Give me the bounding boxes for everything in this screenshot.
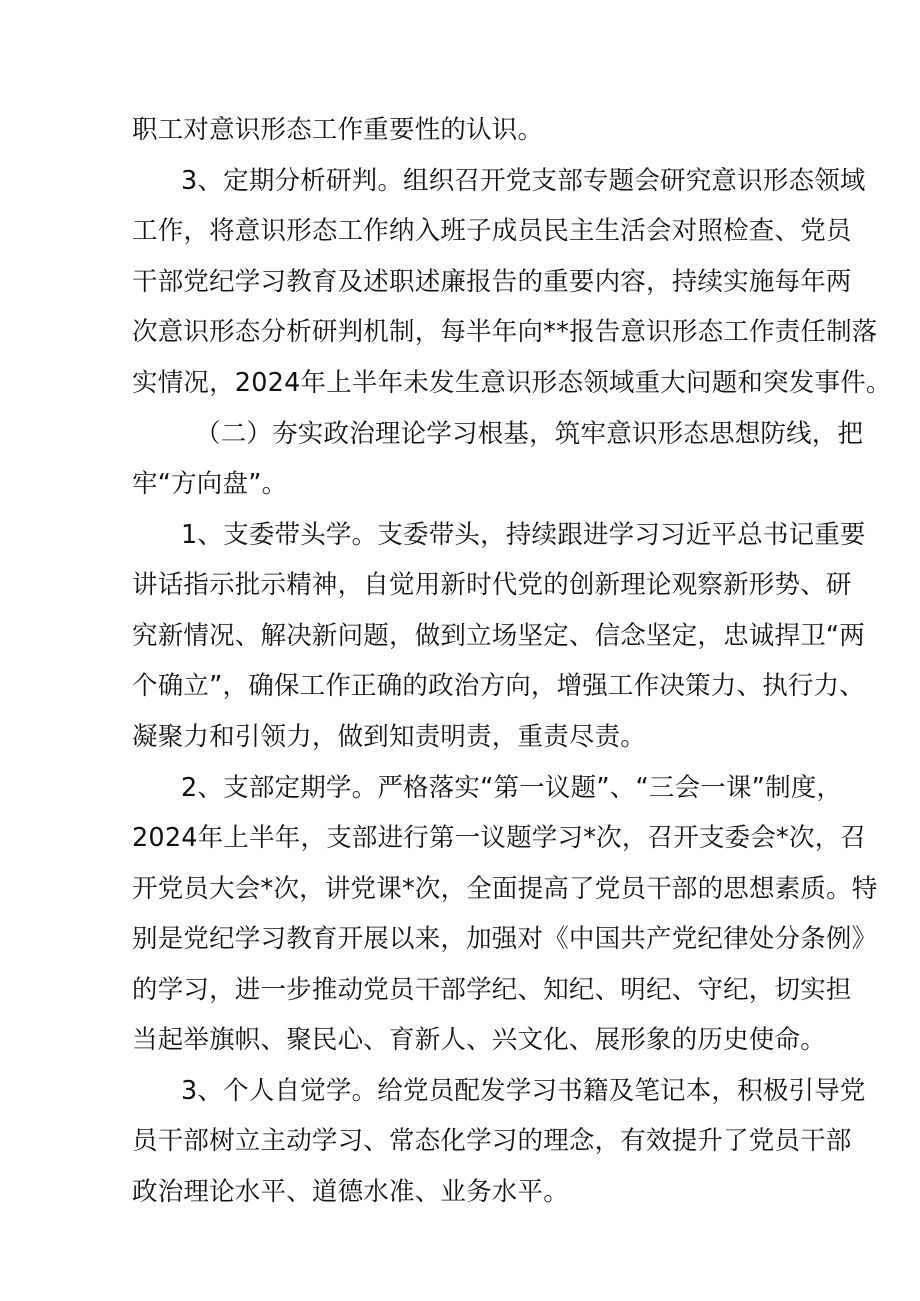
paragraph-line: 员干部树立主动学习、常态化学习的理念，有效提升了党员干部 bbox=[132, 1126, 852, 1156]
paragraph-line: 2、支部定期学。严格落实“第一议题”、“三会一课”制度， bbox=[181, 773, 843, 803]
paragraph-line: 个确立”，确保工作正确的政治方向，增强工作决策力、执行力、 bbox=[132, 671, 866, 701]
paragraph-line: 2024年上半年，支部进行第一议题学习*次，召开支委会*次，召 bbox=[132, 823, 867, 853]
paragraph-line: 的学习，进一步推动党员干部学纪、知纪、明纪、守纪，切实担 bbox=[132, 975, 852, 1005]
paragraph-line: 开党员大会*次，讲党课*次，全面提高了党员干部的思想素质。特 bbox=[132, 874, 878, 904]
paragraph-line: 究新情况、解决新问题，做到立场坚定、信念坚定，忠诚捍卫“两 bbox=[132, 621, 866, 651]
paragraph-line: 工作，将意识形态工作纳入班子成员民主生活会对照检查、党员 bbox=[132, 216, 852, 246]
paragraph-line: 职工对意识形态工作重要性的认识。 bbox=[132, 115, 544, 145]
paragraph-line: 3、个人自觉学。给党员配发学习书籍及笔记本，积极引导党 bbox=[181, 1076, 866, 1106]
paragraph-line: 当起举旗帜、聚民心、育新人、兴文化、展形象的历史使命。 bbox=[132, 1025, 826, 1055]
paragraph-line: 政治理论水平、道德水准、业务水平。 bbox=[132, 1177, 569, 1207]
paragraph-line: 实情况，2024年上半年未发生意识形态领域重大问题和突发事件。 bbox=[132, 368, 892, 398]
section-heading-line: 牢“方向盘”。 bbox=[132, 469, 288, 499]
paragraph-line: 别是党纪学习教育开展以来，加强对《中国共产党纪律处分条例》 bbox=[132, 924, 878, 954]
paragraph-line: 3、定期分析研判。组织召开党支部专题会研究意识形态领域 bbox=[181, 166, 866, 196]
paragraph-line: 凝聚力和引领力，做到知责明责，重责尽责。 bbox=[132, 722, 647, 752]
paragraph-line: 次意识形态分析研判机制，每半年向**报告意识形态工作责任制落 bbox=[132, 317, 878, 347]
section-heading-line: （二）夯实政治理论学习根基，筑牢意识形态思想防线，把 bbox=[195, 419, 864, 449]
paragraph-line: 1、支委带头学。支委带头，持续跟进学习习近平总书记重要 bbox=[181, 520, 866, 550]
paragraph-line: 讲话指示批示精神，自觉用新时代党的创新理论观察新形势、研 bbox=[132, 570, 852, 600]
paragraph-line: 干部党纪学习教育及述职述廉报告的重要内容，持续实施每年两 bbox=[132, 267, 852, 297]
